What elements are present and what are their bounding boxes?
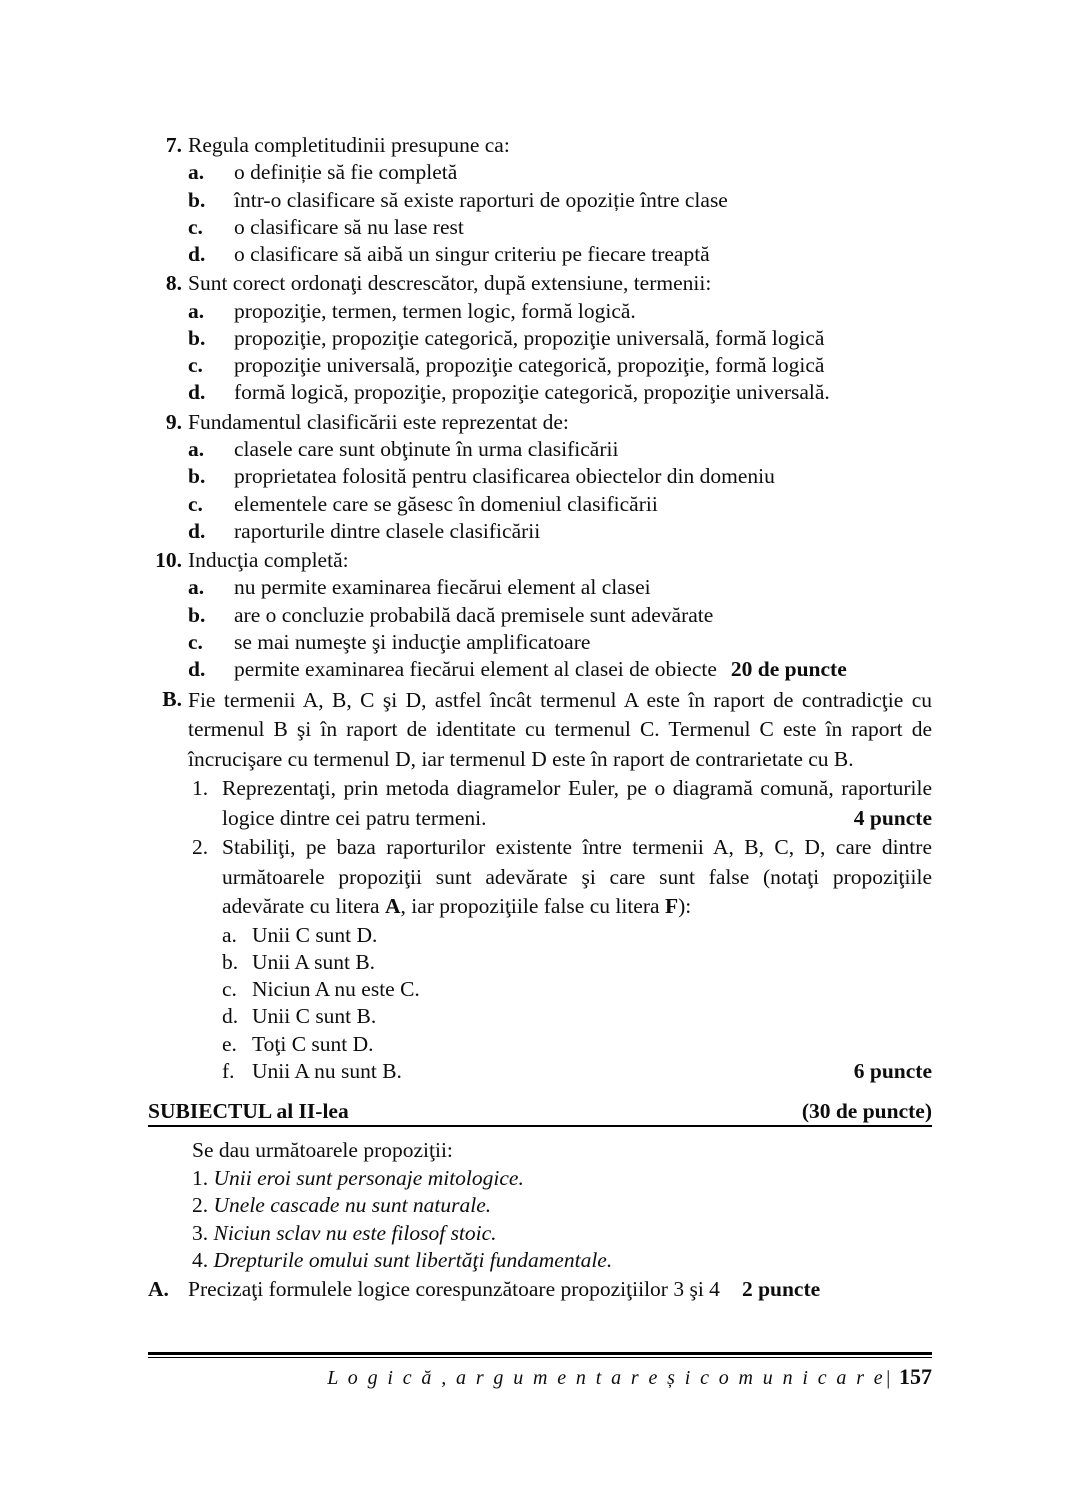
proposition-3 [192,1220,932,1248]
option-label: b. [188,602,206,627]
document-body [148,132,932,1303]
question-number: 8. [165,271,182,296]
footer-rule-thin [148,1357,932,1358]
option-label: d. [188,657,206,682]
letter-label: d. [222,1004,239,1029]
sub-text-part3: ): [678,894,692,919]
option-label: c. [188,629,203,654]
proposition-1 [192,1165,932,1193]
option-list [188,159,932,268]
option-label: d. [188,518,206,543]
question-number: 9. [165,409,182,434]
emphasis-f: F [664,894,679,919]
sub-letter-f [222,1058,932,1085]
option-label: b. [188,325,206,350]
option-label: a. [188,575,205,600]
proposition-number: 3. [192,1220,209,1245]
option-a [188,159,932,186]
page-footer [148,1352,932,1390]
sub-text-part1: Stabiliţi, pe baza raporturilor existente între termenii A, B, C, D, care dintre următoarele propoziţii sunt adevărate şi care sunt false (notaţi propoziţiile adevărate cu litera [222,835,932,919]
propositions-block [192,1137,932,1275]
option-b [188,187,932,214]
footer-rule-thick [148,1352,932,1355]
question-stem-row [148,547,932,574]
page-number: 157 [899,1364,932,1389]
option-text-value: permite examinarea fiecărui element al clasei de obiecte [234,657,717,682]
option-text: se mai numeşte şi inducţie amplificatoare [234,629,591,654]
emphasis-a: A [384,894,401,919]
letter-label: e. [222,1031,237,1056]
option-list [188,298,932,407]
question-number: 10. [155,548,182,573]
letter-text: Niciun A nu este C. [252,977,420,1002]
option-text: propoziţie universală, propoziţie categorică, propoziţie, formă logică [234,353,825,378]
question-block-9 [148,409,932,545]
question-stem-row [148,270,932,297]
question-block-8 [148,270,932,406]
sub-letter-d [222,1003,932,1030]
question-number: 7. [165,133,182,157]
option-text: o definiție să fie completă [234,160,458,185]
section-b-row [148,686,932,775]
points-badge: 2 puncte [741,1276,821,1301]
option-label: b. [188,464,206,489]
letter-text-value: Unii A nu sunt B. [252,1059,402,1084]
option-label: c. [188,491,203,516]
points-badge: 20 de puncte [730,657,847,682]
option-text: are o concluzie probabilă dacă premisele sunt adevărate [234,602,714,627]
sub-letter-a [222,922,932,949]
option-a [188,574,932,601]
letter-text: Unii A sunt B. [252,949,376,974]
option-row [148,298,932,407]
section-b-body [188,686,932,775]
section-b-sub-1 [192,774,932,833]
letter-label: f. [222,1059,235,1084]
option-text: clasele care sunt obţinute în urma clasificării [234,436,619,461]
option-list [188,436,932,545]
sub-body [222,833,932,922]
option-text: propoziţie, termen, termen logic, formă logică. [234,298,636,323]
sub-text: Reprezentaţi, prin metoda diagramelor Euler, pe o diagramă comună, raporturile logice dintre cei patru termeni. [222,776,932,830]
sub-letter-c [222,976,932,1003]
question-stem: Inducţia completă: [188,548,349,573]
sub-body [222,774,932,833]
task-a-text: Precizaţi formulele logice corespunzătoare propoziţiilor 3 şi 4 [188,1276,720,1301]
option-d [188,656,932,683]
proposition-number: 2. [192,1193,209,1218]
option-b [188,463,932,490]
option-text: nu permite examinarea fiecărui element al clasei [234,575,651,600]
section-b-paragraph: Fie termenii A, B, C şi D, astfel încât termenul A este în raport de contradicţie cu termenul B şi în raport de identitate cu termenul C. Termenul C este în raport de încrucişare cu termenul D, iar termenul D este în raport de contrarietate cu B. [188,687,932,771]
option-label: c. [188,353,203,378]
sub-number: 2. [192,835,209,860]
task-a-marker: A. [148,1276,169,1301]
section-b-marker: B. [162,686,182,711]
sub-letter-b [222,949,932,976]
subiectul-header [148,1099,932,1127]
option-label: b. [188,187,206,212]
option-label: d. [188,380,206,405]
option-label: a. [188,160,205,185]
letter-label: c. [222,977,237,1002]
points-badge: 4 puncte [853,805,932,830]
question-stem: Regula completitudinii presupune ca: [188,133,510,157]
points-badge: 6 puncte [853,1059,932,1084]
option-d [188,379,932,406]
proposition-text: Unele cascade nu sunt naturale. [213,1193,492,1218]
option-b [188,602,932,629]
sub-number: 1. [192,776,209,801]
proposition-text: Unii eroi sunt personaje mitologice. [213,1165,524,1190]
option-text: raporturile dintre clasele clasificării [234,518,541,543]
proposition-4 [192,1247,932,1275]
option-text: proprietatea folosită pentru clasificarea obiectelor din domeniu [234,464,775,489]
option-row [148,436,932,545]
option-c [188,629,932,656]
question-stem: Sunt corect ordonaţi descrescător, după extensiune, termenii: [188,271,712,296]
option-row [148,574,932,683]
option-c [188,491,932,518]
option-label: d. [188,242,206,267]
option-a [188,298,932,325]
proposition-2 [192,1192,932,1220]
question-stem-row [148,132,932,159]
option-text: elementele care se găsesc în domeniul clasificării [234,491,658,516]
option-list [188,574,932,683]
subiectul-title: SUBIECTUL al II-lea [148,1099,349,1124]
option-text: propoziţie, propoziţie categorică, propoziţie universală, formă logică [234,325,825,350]
option-label: a. [188,436,205,461]
section-b-sub-2 [192,833,932,922]
letter-label: a. [222,922,237,947]
option-d [188,518,932,545]
option-text: o clasificare să aibă un singur criteriu pe fiecare treaptă [234,242,710,267]
option-text [234,656,932,683]
letter-text: Unii C sunt D. [252,922,378,947]
propositions-lead: Se dau următoarele propoziţii: [192,1138,453,1163]
proposition-number: 4. [192,1248,209,1273]
question-stem-row [148,409,932,436]
option-text: formă logică, propoziţie, propoziţie categorică, propoziţie universală. [234,380,830,405]
proposition-number: 1. [192,1165,209,1190]
question-stem: Fundamentul clasificării este reprezentat de: [188,409,569,434]
option-text: o clasificare să nu lase rest [234,214,464,239]
option-a [188,436,932,463]
footer-text [148,1364,932,1390]
option-c [188,352,932,379]
proposition-text: Niciun sclav nu este filosof stoic. [213,1220,497,1245]
option-b [188,325,932,352]
option-row [148,159,932,268]
proposition-text: Drepturile omului sunt libertăţi fundamentale. [213,1248,613,1273]
letter-text [252,1058,932,1085]
letter-text: Toţi C sunt D. [252,1031,374,1056]
option-d [188,241,932,268]
question-block-10 [148,547,932,683]
option-label: a. [188,298,205,323]
option-label: c. [188,214,203,239]
option-c [188,214,932,241]
sub-text-part2: , iar propoziţiile false cu litera [400,894,665,919]
sub-letter-e [222,1031,932,1058]
option-text: într-o clasificare să existe raporturi de opoziție între clase [234,187,728,212]
question-block-7 [148,132,932,268]
subiectul-points: (30 de puncte) [801,1099,932,1124]
footer-subject-label: L o g i c ă , a r g u m e n t a r e ș i c o m u n i c a r e| [327,1367,893,1389]
letter-label: b. [222,949,239,974]
letter-text: Unii C sunt B. [252,1004,377,1029]
task-a-row [148,1276,932,1304]
